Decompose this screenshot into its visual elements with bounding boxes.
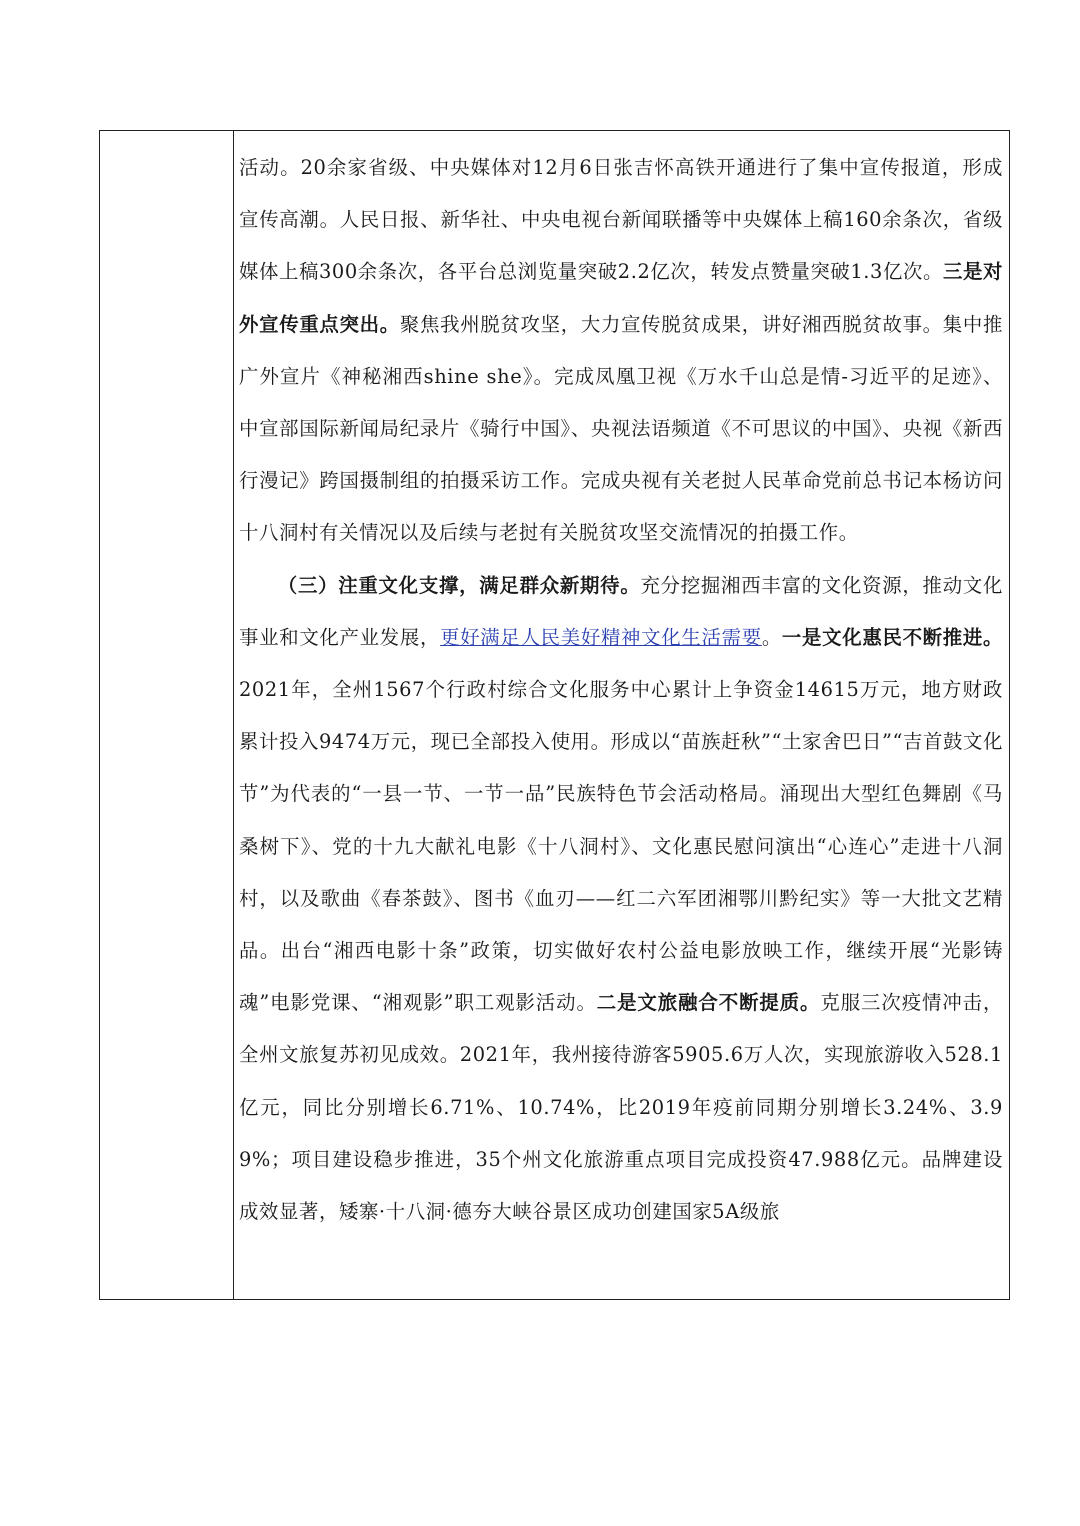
- section-heading-culture: （三）注重文化支撑，满足群众新期待。: [277, 573, 641, 597]
- bold-heading-culture-benefit: 一是文化惠民不断推进。: [781, 625, 1003, 649]
- text-run: 聚焦我州脱贫攻坚，大力宣传脱贫成果，讲好湘西脱贫故事。集中推广外宣片《神秘湘西shine she》。完成凤凰卫视《万水千山总是情-习近平的足迹》、中宣部国际新闻局纪录片《骑行中国》、央视法语频道《不可思议的中国》、央视《新西行漫记》跨国摄制组的拍摄采访工作。完成央视有关老挝人民革命党前总书记本杨访问十八洞村有关情况以及后续与老挝有关脱贫攻坚交流情况的拍摄工作。: [239, 312, 1003, 545]
- text-run: 2021年，全州1567个行政村综合文化服务中心累计上争资金14615万元，地方财政累计投入9474万元，现已全部投入使用。形成以“苗族赶秋”“土家舍巴日”“吉首鼓文化节”为代表的“一县一节、一节一品”民族特色节会活动格局。涌现出大型红色舞剧《马桑树下》、党的十九大献礼电影《十八洞村》、文化惠民慰问演出“心连心”走进十八洞村，以及歌曲《春茶鼓》、图书《血刃——红二六军团湘鄂川黔纪实》等一大批文艺精品。出台“湘西电影十条”政策，切实做好农村公益电影放映工作，继续开展“光影铸魂”电影党课、“湘观影”职工观影活动。: [239, 678, 1004, 1015]
- paragraph-media-publicity: [239, 142, 1003, 560]
- document-table: [99, 130, 1010, 1300]
- paragraph-culture-support: [239, 560, 1003, 1239]
- bold-heading-external-publicity: 三是对外宣传重点突出。: [239, 260, 1003, 336]
- text-run: 活动。20余家省级、中央媒体对12月6日张吉怀高铁开通进行了集中宣传报道，形成宣传高潮。人民日报、新华社、中央电视台新闻联播等中央媒体上稿160余条次，省级媒体上稿300余条次，各平台总浏览量突破2.2亿次，转发点赞量突破1.3亿次。: [239, 156, 1003, 284]
- text-run: 克服三次疫情冲击，全州文旅复苏初见成效。2021年，我州接待游客5905.6万人次，实现旅游收入528.1亿元，同比分别增长6.71%、10.74%，比2019年疫前同期分别增长3.24%、3.99%；项目建设稳步推进，35个州文化旅游重点项目完成投资47.988亿元。品牌建设成效显著，矮寨·十八洞·德夯大峡谷景区成功创建国家5A级旅: [239, 991, 1003, 1224]
- table-left-column: [100, 131, 234, 1299]
- hyperlink-cultural-needs[interactable]: 更好满足人民美好精神文化生活需要: [440, 625, 762, 649]
- bold-heading-tourism-integration: 二是文旅融合不断提质。: [596, 991, 821, 1015]
- text-run: 。: [761, 625, 782, 649]
- table-content-cell: [234, 131, 1009, 1299]
- text-run: 充分挖掘湘西丰富的文化资源，推动文化事业和文化产业发展，: [239, 573, 1003, 649]
